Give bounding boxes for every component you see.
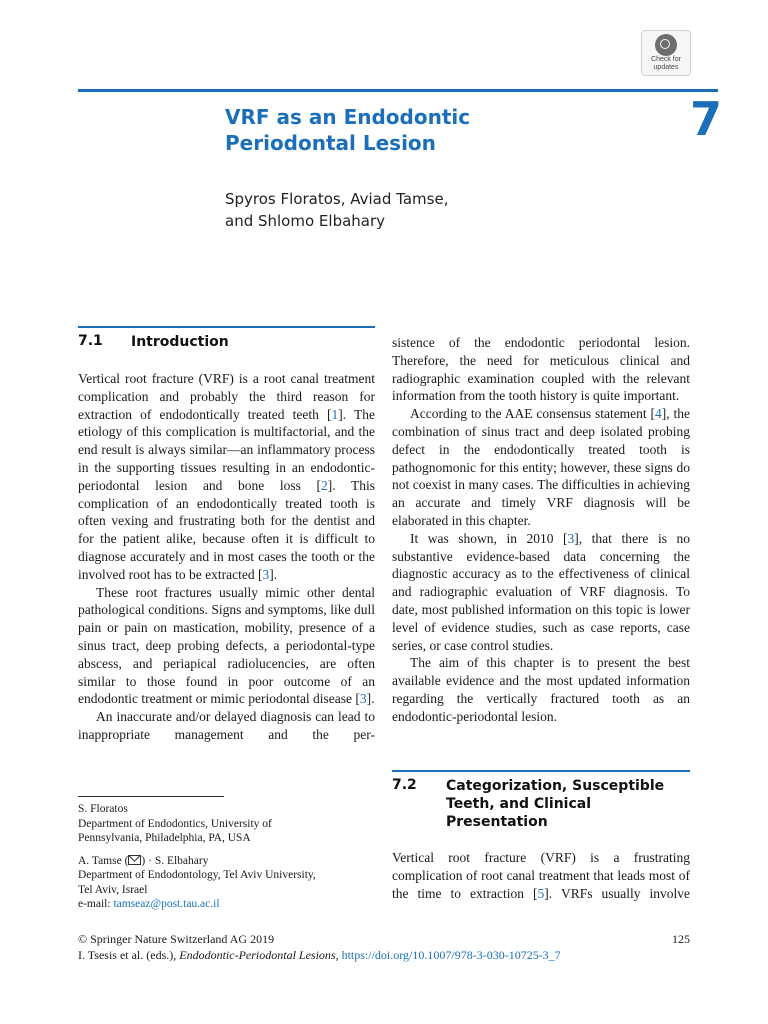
right-column xyxy=(392,334,690,726)
chapter-number: 7 xyxy=(690,92,723,146)
chapter-top-rule xyxy=(78,89,718,92)
chapter-title-line1: VRF as an Endodontic xyxy=(225,105,471,129)
text-run: I. Tsesis et al. (eds.), xyxy=(78,948,180,962)
text-run: Vertical root fracture (VRF) is a root canal treatment complication and probably the third reason for extraction of endodontically treated teeth [ xyxy=(78,371,375,422)
text-run: ]. This complication of an endodontically treated tooth is often vexing and frustrating both for the dentist and for the patient alike, because often it is difficult to diagnose accurately and in most cases the tooth or the involved root has to be extracted [ xyxy=(78,477,375,582)
email-link[interactable]: tamseaz@post.tau.ac.il xyxy=(113,898,220,910)
citation-link[interactable]: 2 xyxy=(321,477,328,493)
citation-link[interactable]: 5 xyxy=(537,885,545,901)
text-run: It was shown, in 2010 [ xyxy=(410,530,568,546)
author-affiliations xyxy=(78,802,378,912)
text-run: ) · S. Elbahary xyxy=(141,854,209,867)
authors-line1: Spyros Floratos, Aviad Tamse, xyxy=(225,190,449,208)
author-names-tamse-elbahary xyxy=(78,854,378,869)
section-title-7-2-line1: Categorization, Susceptible xyxy=(446,778,665,794)
author-name-floratos: S. Floratos xyxy=(78,803,128,815)
text-run: ]. xyxy=(269,566,278,582)
left-column xyxy=(78,370,375,744)
doi-link[interactable]: https://doi.org/10.1007/978-3-030-10725-3_7 xyxy=(341,948,561,962)
section-rule-7-1 xyxy=(78,326,375,328)
page-number: 125 xyxy=(672,932,690,946)
citation-line xyxy=(78,947,561,963)
footnote-rule xyxy=(78,796,224,797)
section-7-2-body xyxy=(392,849,690,902)
text-run: According to the AAE consensus statement [ xyxy=(410,406,656,422)
email-label: e-mail: xyxy=(78,898,114,910)
check-for-updates-badge[interactable] xyxy=(641,30,691,76)
intro-paragraph-7: The aim of this chapter is to present the best available evidence and the most updated information regarding the vertically fractured tooth as an endodontic-periodontal lesion. xyxy=(392,655,690,724)
text-run: ]. VRFs usually involve xyxy=(544,885,690,901)
email-line xyxy=(78,897,378,912)
citation-link[interactable]: 3 xyxy=(262,566,270,582)
affiliation-1-line2: Pennsylvania, Philadelphia, PA, USA xyxy=(78,832,251,844)
section-rule-7-2 xyxy=(392,770,690,772)
badge-label-line2: updates xyxy=(653,64,679,71)
book-title: Endodontic-Periodontal Lesions xyxy=(179,948,336,962)
text-run: , xyxy=(335,948,342,962)
authors-line2: and Shlomo Elbahary xyxy=(225,212,386,230)
author-list xyxy=(225,188,448,232)
citation-link[interactable]: 3 xyxy=(567,530,575,546)
section-title-7-1: Introduction xyxy=(131,334,229,350)
affiliation-1-line1: Department of Endodontics, University of xyxy=(78,817,272,830)
badge-label-line1: Check for xyxy=(651,56,681,63)
check-updates-icon xyxy=(655,34,677,56)
intro-paragraph-6 xyxy=(392,530,690,655)
affiliation-2-line2: Tel Aviv, Israel xyxy=(78,883,148,896)
section-title-7-2-line2: Teeth, and Clinical xyxy=(446,796,592,812)
intro-paragraph-2 xyxy=(78,584,375,709)
citation-link[interactable]: 1 xyxy=(331,406,339,422)
affiliation-2-line1: Department of Endodontology, Tel Aviv University, xyxy=(78,869,316,881)
text-run: ], that there is no substantive evidence-based data concerning the diagnostic accuracy as to the effectiveness of clinical and radiographic evaluation of VRF diagnosis. To date, most published information on this topic is lower level of evidence studies, such as case reports, case series, or case control studies. xyxy=(392,530,690,653)
copyright: © Springer Nature Switzerland AG 2019 xyxy=(78,932,275,946)
citation-link[interactable]: 3 xyxy=(359,691,367,707)
text-run: These root fractures usually mimic other dental pathological conditions. Signs and symptoms, like dull pain or pain on mastication, mobility, presence of a sinus tract, deep probing defects, a periodontal-type abscess, and periapical radiolucencies, are often similar to those found in poor outcome of an endodontic treatment or mimic periodontal disease [ xyxy=(78,584,375,707)
text-run: ]. The etiology of this complication is multifactorial, and the end result is always similar—an inflammatory process in the supporting tissues resulting in an endodontic-periodontal lesion and bone loss [ xyxy=(78,406,376,493)
section-number-7-1: 7.1 xyxy=(78,333,103,349)
intro-paragraph-4: sistence of the endodontic periodontal lesion. Therefore, the need for meticulous clinical and radiographic examination coupled with the relevant information from the tooth history is quite important. xyxy=(392,335,690,404)
chapter-title xyxy=(225,104,470,156)
envelope-icon[interactable] xyxy=(128,855,141,865)
intro-paragraph-1 xyxy=(78,370,375,584)
section-title-7-2-line3: Presentation xyxy=(446,814,548,830)
intro-paragraph-5 xyxy=(392,405,690,530)
chapter-title-line2: Periodontal Lesion xyxy=(225,131,436,155)
text-run: A. Tamse ( xyxy=(78,854,129,867)
citation-link[interactable]: 4 xyxy=(655,406,662,422)
intro-paragraph-3: An inaccurate and/or delayed diagnosis can lead to inappropriate management and the per- xyxy=(78,709,375,742)
text-run: Vertical root fracture (VRF) is a frustrating complication of root canal treatment that leads most of the time to extraction [ xyxy=(392,850,690,901)
section-7-2-paragraph-1 xyxy=(392,849,690,902)
section-number-7-2: 7.2 xyxy=(392,777,417,793)
section-title-7-2 xyxy=(446,777,664,831)
text-run: ]. xyxy=(366,691,375,707)
text-run: ], the combination of sinus tract and deep isolated probing defect in the endodontically treated tooth is pathognomonic for this entity; however, these signs do not coexist in many cases. The difficulties in achieving an accurate and timely VRF diagnosis will be elaborated in this chapter. xyxy=(392,406,690,528)
